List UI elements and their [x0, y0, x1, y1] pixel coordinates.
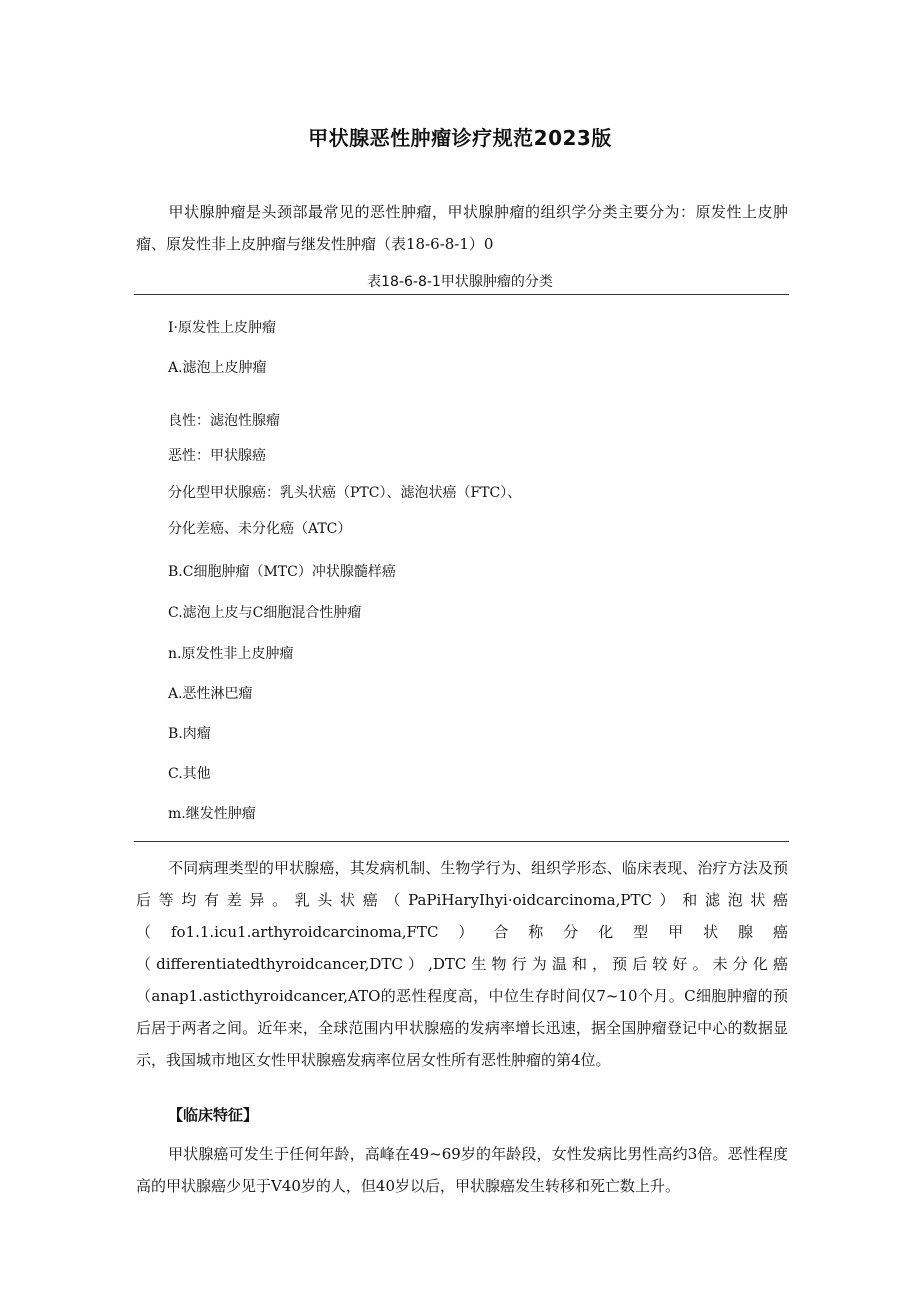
table-top-rule — [134, 294, 789, 295]
list-item: A.滤泡上皮肿瘤 — [168, 360, 267, 376]
clinical-text: 甲状腺癌可发生于任何年龄，高峰在49~69岁的年龄段，女性发病比男性高约3倍。恶性程度高的甲状腺癌少见于V40岁的人，但40岁以后，甲状腺癌发生转移和死亡数上升。 — [136, 1145, 788, 1195]
list-item: C.滤泡上皮与C细胞混合性肿瘤 — [168, 605, 362, 621]
pathology-paragraph — [136, 852, 788, 1076]
intro-paragraph — [136, 196, 788, 260]
table-caption: 表18-6-8-1甲状腺肿瘤的分类 — [367, 274, 553, 290]
list-item: I·原发性上皮肿瘤 — [168, 320, 276, 336]
list-item: 分化差癌、未分化癌（ATC） — [168, 521, 352, 537]
list-item: B.肉瘤 — [168, 726, 211, 742]
list-item: 分化型甲状腺癌：乳头状癌（PTC）、滤泡状癌（FTC）、 — [168, 485, 522, 501]
intro-text: 甲状腺肿瘤是头颈部最常见的恶性肿瘤，甲状腺肿瘤的组织学分类主要分为：原发性上皮肿瘤、原发性非上皮肿瘤与继发性肿瘤（表18-6-8-1）0 — [136, 203, 788, 253]
list-item: 良性：滤泡性腺瘤 — [168, 413, 280, 429]
list-item: 恶性：甲状腺癌 — [168, 448, 266, 464]
list-item: C.其他 — [168, 766, 211, 782]
list-item: B.C细胞肿瘤（MTC）冲状腺髓样癌 — [168, 564, 396, 580]
section-heading: 【临床特征】 — [168, 1106, 259, 1124]
list-item: n.原发性非上皮肿瘤 — [168, 646, 294, 662]
list-item: m.继发性肿瘤 — [168, 806, 256, 822]
pathology-text: 不同病理类型的甲状腺癌，其发病机制、生物学行为、组织学形态、临床表现、治疗方法及预后等均有差异。乳头状癌（PaPiHaryIhyi·oidcarcinoma,PTC）和滤泡状癌（fo1.1.icu1.arthyroidcarcinoma,FTC）合称分化型甲状腺癌（differentiatedthyroidcancer,DTC）,DTC生物行为温和，预后较好。未分化癌（anap1.asticthyroidcancer,ATO的恶性程度高，中位生存时间仅7~10个月。C细胞肿瘤的预后居于两者之间。近年来，全球范围内甲状腺癌的发病率增长迅速，据全国肿瘤登记中心的数据显示，我国城市地区女性甲状腺癌发病率位居女性所有恶性肿瘤的第4位。 — [136, 859, 788, 1069]
table-bottom-rule — [134, 841, 789, 842]
list-item: A.恶性淋巴瘤 — [168, 686, 253, 702]
document-title: 甲状腺恶性肿瘤诊疗规范2023版 — [308, 126, 612, 150]
clinical-paragraph — [136, 1138, 788, 1202]
